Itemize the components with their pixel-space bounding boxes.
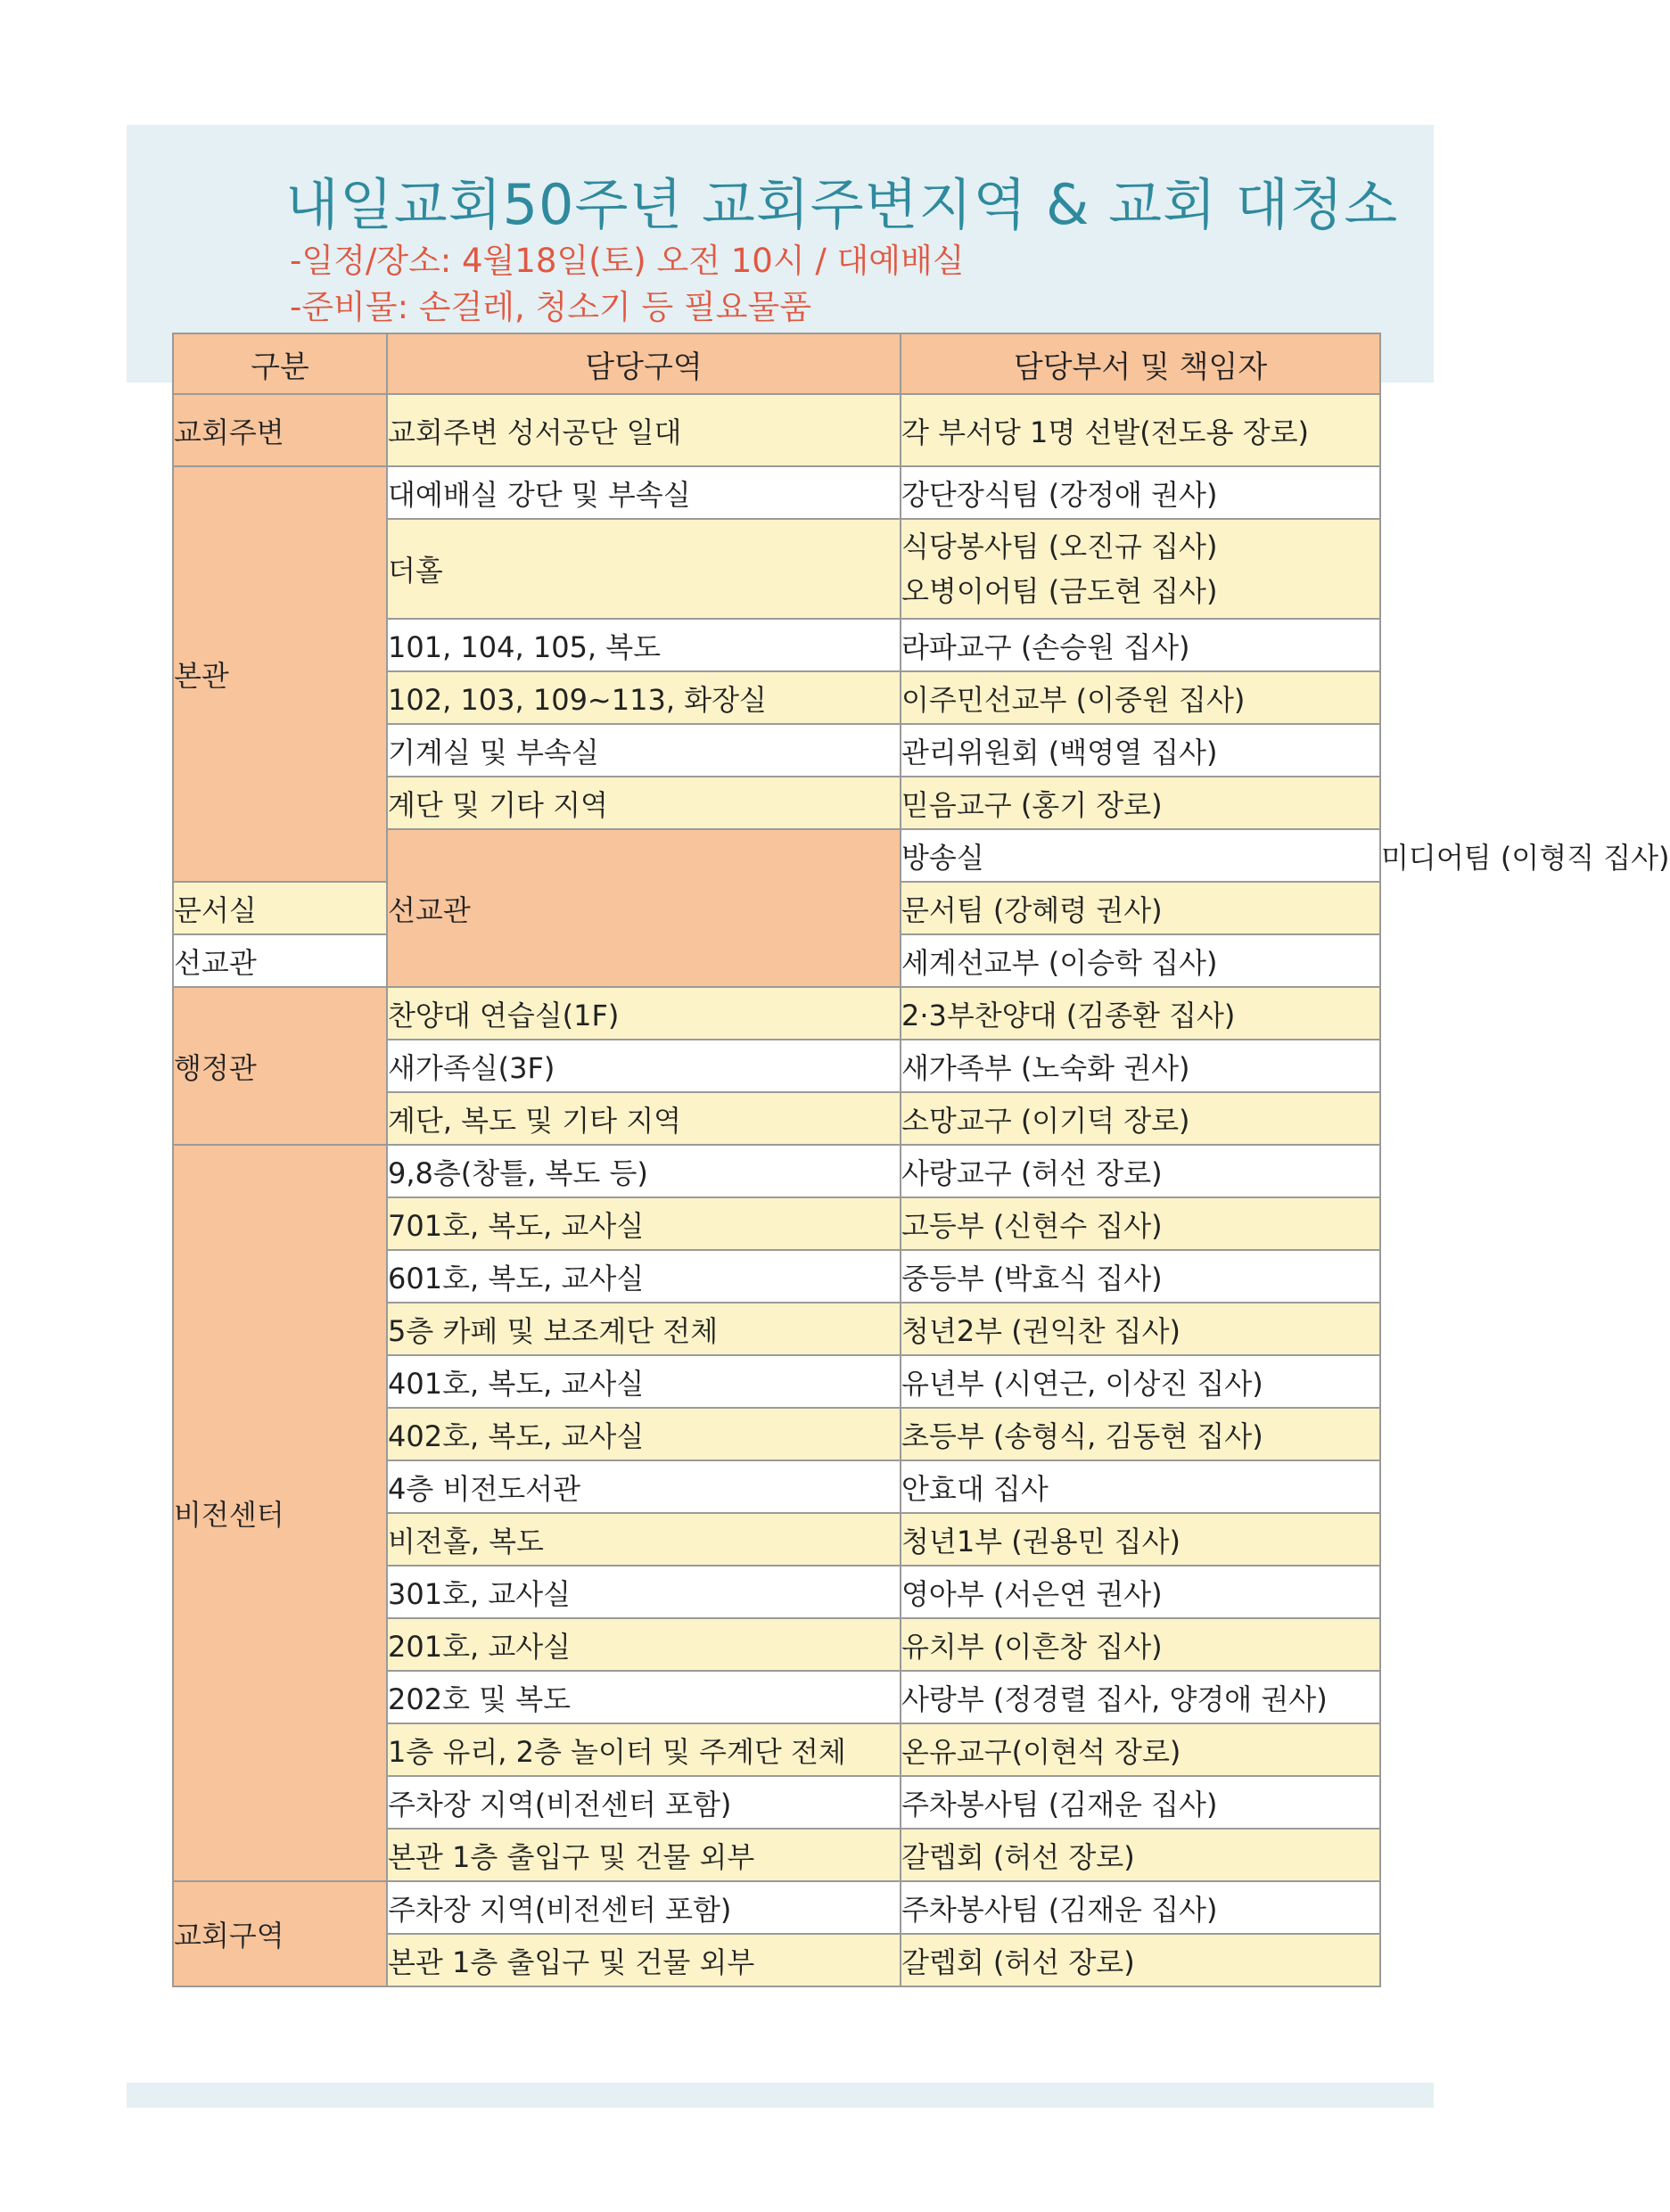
area-cell: 계단 및 기타 지역 [387, 777, 901, 829]
dept-line: 오병이어팀 (금도현 집사) [901, 574, 1218, 608]
dept-cell: 강단장식팀 (강정애 권사) [901, 466, 1380, 519]
category-cell: 본관 [173, 466, 387, 882]
dept-cell: 온유교구(이현석 장로) [901, 1723, 1380, 1776]
area-cell: 새가족실(3F) [387, 1040, 901, 1092]
dept-line: 식당봉사팀 (오진규 집사) [901, 530, 1218, 563]
area-cell: 101, 104, 105, 복도 [387, 619, 901, 671]
dept-cell: 세계선교부 (이승학 집사) [901, 934, 1380, 987]
dept-cell: 문서팀 (강혜령 권사) [901, 882, 1380, 934]
dept-cell: 사랑교구 (허선 장로) [901, 1145, 1380, 1197]
dept-cell: 갈렙회 (허선 장로) [901, 1934, 1380, 1986]
area-cell: 102, 103, 109~113, 화장실 [387, 671, 901, 724]
dept-cell: 청년2부 (권익찬 집사) [901, 1303, 1380, 1355]
area-cell: 9,8층(창틀, 복도 등) [387, 1145, 901, 1197]
area-cell: 주차장 지역(비전센터 포함) [387, 1776, 901, 1829]
dept-cell: 2·3부찬양대 (김종환 집사) [901, 987, 1380, 1040]
dept-cell: 고등부 (신현수 집사) [901, 1197, 1380, 1250]
dept-cell: 청년1부 (권용민 집사) [901, 1513, 1380, 1566]
dept-cell: 믿음교구 (홍기 장로) [901, 777, 1380, 829]
area-cell: 701호, 복도, 교사실 [387, 1197, 901, 1250]
column-header-area: 담당구역 [387, 333, 901, 394]
table-header-row [173, 333, 1380, 394]
area-cell: 대예배실 강단 및 부속실 [387, 466, 901, 519]
table-row [173, 1881, 1380, 1934]
dept-cell: 유년부 (시연근, 이상진 집사) [901, 1355, 1380, 1408]
area-cell: 찬양대 연습실(1F) [387, 987, 901, 1040]
area-cell: 본관 1층 출입구 및 건물 외부 [387, 1829, 901, 1881]
area-cell: 401호, 복도, 교사실 [387, 1355, 901, 1408]
table-row [173, 394, 1380, 466]
area-cell: 본관 1층 출입구 및 건물 외부 [387, 1934, 901, 1986]
dept-cell: 라파교구 (손승원 집사) [901, 619, 1380, 671]
dept-cell: 유치부 (이흔창 집사) [901, 1618, 1380, 1671]
category-cell: 비전센터 [173, 1145, 387, 1881]
table-row: 선교관 방송실 미디어팀 (이형직 집사) [173, 829, 1380, 882]
dept-cell: 주차봉사팀 (김재운 집사) [901, 1881, 1380, 1934]
area-cell: 201호, 교사실 [387, 1618, 901, 1671]
cleaning-schedule-table [172, 333, 1670, 1987]
area-cell: 문서실 [173, 882, 387, 934]
dept-cell [901, 519, 1380, 619]
area-cell: 방송실 [901, 829, 1380, 882]
area-cell: 더홀 [387, 519, 901, 619]
category-cell: 교회구역 [173, 1881, 387, 1986]
category-cell: 행정관 [173, 987, 387, 1145]
supplies-line: -준비물: 손걸레, 청소기 등 필요물품 [290, 288, 812, 326]
area-cell: 1층 유리, 2층 놀이터 및 주계단 전체 [387, 1723, 901, 1776]
table-row [173, 1145, 1380, 1197]
area-cell: 교회주변 성서공단 일대 [387, 394, 901, 466]
dept-cell: 새가족부 (노숙화 권사) [901, 1040, 1380, 1092]
area-cell: 계단, 복도 및 기타 지역 [387, 1092, 901, 1145]
dept-cell: 관리위원회 (백영열 집사) [901, 724, 1380, 777]
dept-cell: 안효대 집사 [901, 1460, 1380, 1513]
schedule-line: -일정/장소: 4월18일(토) 오전 10시 / 대예배실 [290, 242, 965, 280]
area-cell: 601호, 복도, 교사실 [387, 1250, 901, 1303]
dept-cell: 주차봉사팀 (김재운 집사) [901, 1776, 1380, 1829]
dept-cell: 이주민선교부 (이중원 집사) [901, 671, 1380, 724]
area-cell: 301호, 교사실 [387, 1566, 901, 1618]
area-cell: 선교관 [173, 934, 387, 987]
footer-band [127, 2083, 1434, 2108]
dept-cell: 소망교구 (이기덕 장로) [901, 1092, 1380, 1145]
column-header-dept: 담당부서 및 책임자 [901, 333, 1380, 394]
category-cell: 교회주변 [173, 394, 387, 466]
category-cell: 선교관 [387, 829, 901, 987]
dept-cell: 중등부 (박효식 집사) [901, 1250, 1380, 1303]
dept-cell: 영아부 (서은연 권사) [901, 1566, 1380, 1618]
table-row [173, 466, 1380, 519]
area-cell: 기계실 및 부속실 [387, 724, 901, 777]
area-cell: 202호 및 복도 [387, 1671, 901, 1723]
dept-cell: 각 부서당 1명 선발(전도용 장로) [901, 394, 1380, 466]
area-cell: 주차장 지역(비전센터 포함) [387, 1881, 901, 1934]
dept-cell: 사랑부 (정경렬 집사, 양경애 권사) [901, 1671, 1380, 1723]
column-header-category: 구분 [173, 333, 387, 394]
area-cell: 402호, 복도, 교사실 [387, 1408, 901, 1460]
area-cell: 5층 카페 및 보조계단 전체 [387, 1303, 901, 1355]
page-title: 내일교회50주년 교회주변지역 & 교회 대청소 [285, 172, 1399, 237]
dept-cell: 갈렙회 (허선 장로) [901, 1829, 1380, 1881]
dept-cell: 초등부 (송형식, 김동현 집사) [901, 1408, 1380, 1460]
area-cell: 비전홀, 복도 [387, 1513, 901, 1566]
table-row [173, 987, 1380, 1040]
area-cell: 4층 비전도서관 [387, 1460, 901, 1513]
